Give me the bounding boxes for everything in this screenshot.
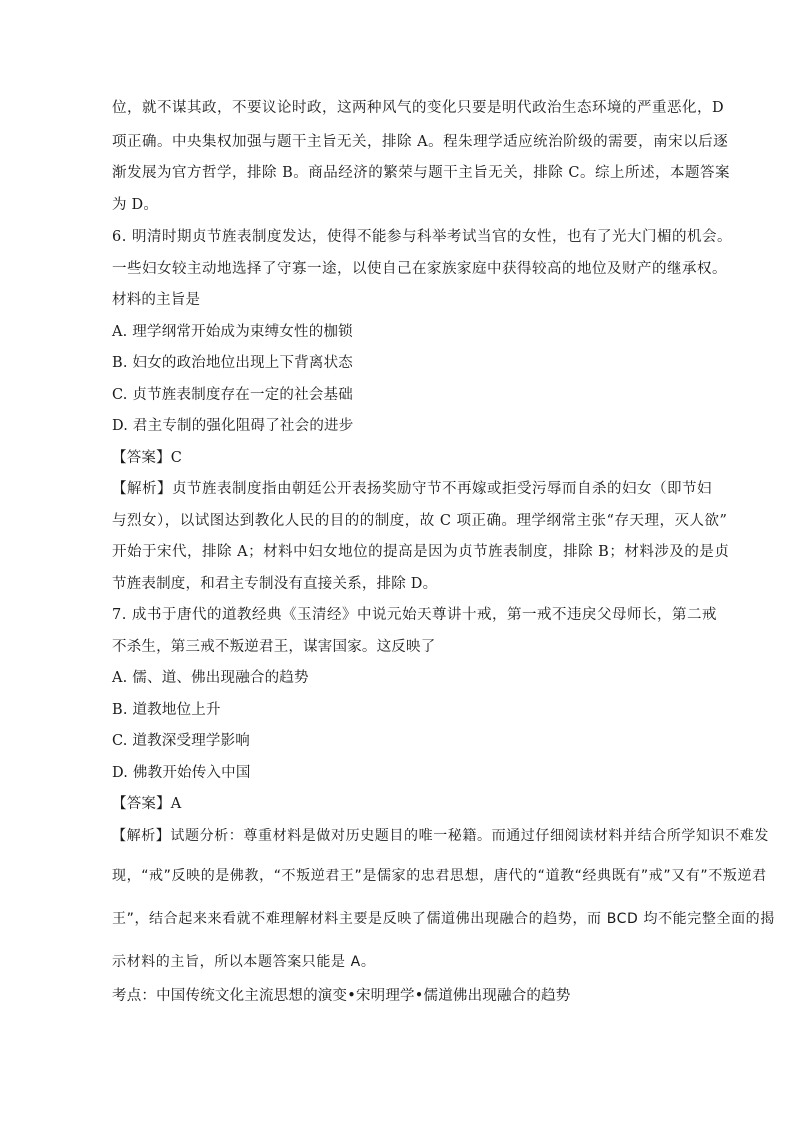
- text-line: 项正确。中央集权加强与题干主旨无关，排除 A。程朱理学适应统治阶级的需要，南宋以后逐: [112, 134, 729, 150]
- question-7-option-c: C. 道教深受理学影响: [112, 733, 250, 749]
- question-7-stem: 7. 成书于唐代的道教经典《玉清经》中说元始天尊讲十戒，第一戒不违戾父母师长，第二戒: [112, 607, 717, 623]
- question-7-answer: 【答案】A: [112, 796, 182, 812]
- question-7-analysis: 现，“戒”反映的是佛教，“不叛逆君王”是儒家的忠君思想，唐代的“道教“经典既有”戒”又有”不叛逆君: [112, 868, 767, 884]
- question-6-analysis: 开始于宋代，排除 A；材料中妇女地位的提高是因为贞节旌表制度，排除 B；材料涉及的是贞: [112, 544, 730, 560]
- question-6-stem: 6. 明清时期贞节旌表制度发达，使得不能参与科举考试当官的女性，也有了光大门楣的机会。: [112, 229, 732, 245]
- question-6-analysis: 与烈女），以试图达到教化人民的目的的制度，故 C 项正确。理学纲常主张“存天理，灭人欲”: [112, 513, 728, 529]
- question-7-analysis: 【解析】试题分析：尊重材料是做对历史题目的唯一秘籍。而通过仔细阅读材料并结合所学知识不难发: [112, 828, 769, 844]
- question-6-option-d: D. 君主专制的强化阻碍了社会的进步: [112, 418, 354, 434]
- question-7-option-a: A. 儒、道、佛出现融合的趋势: [112, 670, 309, 686]
- question-7-analysis: 示材料的主旨，所以本题答案只能是 A。: [112, 954, 376, 970]
- question-6-answer: 【答案】C: [112, 450, 183, 466]
- question-6-prompt: 材料的主旨是: [112, 292, 201, 308]
- question-7-exam-point: 考点：中国传统文化主流思想的演变•宋明理学•儒道佛出现融合的趋势: [112, 988, 571, 1004]
- question-6-stem: 一些妇女较主动地选择了守寡一途，以使自己在家族家庭中获得较高的地位及财产的继承权。: [112, 261, 727, 277]
- text-line: 为 D。: [112, 197, 159, 213]
- question-6-option-a: A. 理学纲常开始成为束缚女性的枷锁: [112, 324, 353, 340]
- question-6-analysis: 【解析】贞节旌表制度指由朝廷公开表扬奖励守节不再嫁或拒受污辱而自杀的妇女（即节妇: [112, 481, 712, 497]
- question-7-analysis: 王”，结合起来来看就不难理解材料主要是反映了儒道佛出现融合的趋势，而 BCD 均不能完整全面的揭: [112, 911, 775, 927]
- question-7-stem: 不杀生，第三戒不叛逆君王，谋害国家。这反映了: [112, 639, 436, 655]
- text-line: 位，就不谋其政，不要议论时政，这两种风气的变化只要是明代政治生态环境的严重恶化，D: [112, 100, 725, 116]
- question-6-analysis: 节旌表制度，和君主专制没有直接关系，排除 D。: [112, 576, 438, 592]
- question-6-option-c: C. 贞节旌表制度存在一定的社会基础: [112, 387, 353, 403]
- question-7-option-d: D. 佛教开始传入中国: [112, 765, 251, 781]
- question-7-option-b: B. 道教地位上升: [112, 702, 221, 718]
- text-line: 渐发展为官方哲学，排除 B。商品经济的繁荣与题干主旨无关，排除 C。综上所述，本题答案: [112, 165, 730, 181]
- question-6-option-b: B. 妇女的政治地位出现上下背离状态: [112, 355, 353, 371]
